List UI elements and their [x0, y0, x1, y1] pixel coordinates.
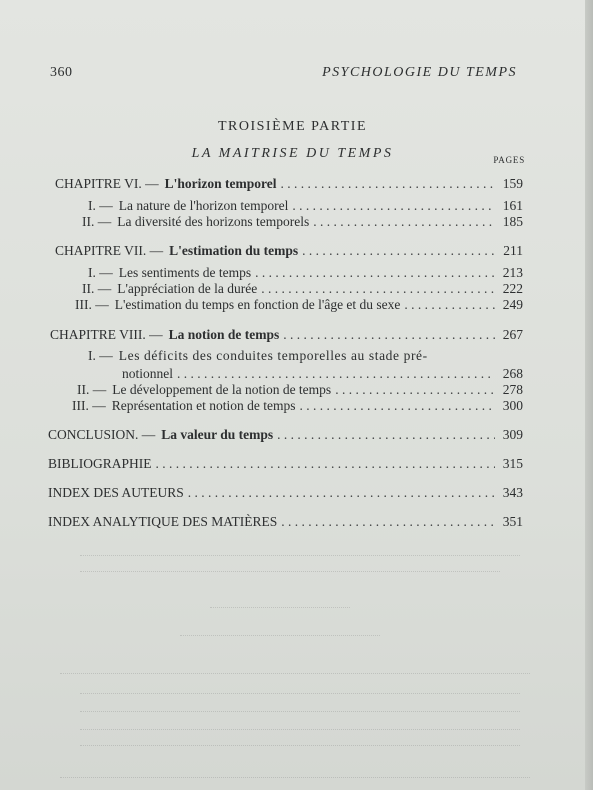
- chapter-label: CHAPITRE VIII. —: [50, 327, 163, 342]
- leader-dots: [188, 485, 495, 501]
- chapter-title: L'estimation du temps: [169, 243, 299, 258]
- chapter-label: CHAPITRE VI. —: [55, 176, 159, 191]
- toc-entry-chapter-6: [55, 176, 523, 192]
- page-ref: 351: [502, 514, 523, 529]
- section-title: Les sentiments de temps: [118, 265, 252, 280]
- index-matieres-label: INDEX ANALYTIQUE DES MATIÈRES: [48, 514, 278, 529]
- toc-entry-index-matieres: [48, 514, 523, 530]
- toc-entry-index-auteurs: [48, 485, 523, 501]
- section-title-continued: notionnel: [122, 366, 173, 381]
- bibliographie-label: BIBLIOGRAPHIE: [48, 456, 152, 471]
- page-ref: 213: [502, 265, 523, 280]
- chapter-title: L'horizon temporel: [164, 176, 277, 191]
- part-title: TROISIÈME PARTIE: [217, 119, 368, 134]
- page-ref: 268: [502, 366, 523, 381]
- toc-entry-section: [88, 198, 523, 214]
- section-label: III. —: [75, 297, 109, 312]
- toc-entry-chapter-7: [55, 243, 523, 259]
- toc-entry-section-line2: [122, 366, 523, 382]
- page-ref: 222: [502, 281, 523, 296]
- page-ref: 159: [502, 176, 523, 191]
- leader-dots: [261, 281, 495, 297]
- section-title: L'estimation du temps en fonction de l'âge et du sexe: [114, 297, 401, 312]
- leader-dots: [283, 327, 495, 343]
- leader-dots: [404, 297, 495, 313]
- bleed-through-texture: [60, 555, 540, 785]
- section-label: I. —: [88, 265, 113, 280]
- section-label: III. —: [72, 398, 106, 413]
- page-ref: 185: [502, 214, 523, 229]
- section-label: II. —: [82, 281, 112, 296]
- section-title: La nature de l'horizon temporel: [118, 198, 289, 213]
- toc-entry-section-line1: [88, 348, 523, 364]
- section-label: I. —: [88, 348, 113, 363]
- chapter-label: CHAPITRE VII. —: [55, 243, 164, 258]
- section-label: II. —: [82, 214, 112, 229]
- running-title: PSYCHOLOGIE DU TEMPS: [322, 65, 517, 80]
- toc-entry-section: [77, 382, 523, 398]
- toc-entry-conclusion: [48, 427, 523, 443]
- page-ref: 300: [502, 398, 523, 413]
- leader-dots: [281, 176, 495, 192]
- page-ref: 278: [502, 382, 523, 397]
- toc-entry-section: [75, 297, 523, 313]
- toc-entry-chapter-8: [50, 327, 523, 343]
- index-auteurs-label: INDEX DES AUTEURS: [48, 485, 184, 500]
- conclusion-label: CONCLUSION. —: [48, 427, 156, 442]
- leader-dots: [292, 198, 495, 214]
- leader-dots: [177, 366, 495, 382]
- section-label: I. —: [88, 198, 113, 213]
- toc-entry-section: [82, 214, 523, 230]
- leader-dots: [299, 398, 495, 414]
- leader-dots: [255, 265, 495, 281]
- toc-entry-section: [88, 265, 523, 281]
- leader-dots: [277, 427, 495, 443]
- leader-dots: [156, 456, 496, 472]
- section-title: La diversité des horizons temporels: [117, 214, 310, 229]
- page-ref: 211: [503, 243, 523, 258]
- page-ref: 309: [502, 427, 523, 442]
- chapter-title: La notion de temps: [168, 327, 280, 342]
- page-ref: 249: [502, 297, 523, 312]
- leader-dots: [281, 514, 495, 530]
- section-title: Le développement de la notion de temps: [112, 382, 332, 397]
- conclusion-title: La valeur du temps: [161, 427, 274, 442]
- leader-dots: [302, 243, 495, 259]
- toc-entry-section: [82, 281, 523, 297]
- page-edge: [585, 0, 593, 790]
- toc-entry-section: [72, 398, 523, 414]
- page-ref: 315: [502, 456, 523, 471]
- page-ref: 267: [502, 327, 523, 342]
- pages-column-label: PAGES: [493, 155, 525, 165]
- section-title: Les déficits des conduites temporelles au stade pré-: [118, 348, 428, 363]
- section-title: Représentation et notion de temps: [111, 398, 296, 413]
- leader-dots: [313, 214, 495, 230]
- page-ref: 161: [502, 198, 523, 213]
- section-label: II. —: [77, 382, 107, 397]
- page-number: 360: [50, 65, 73, 80]
- section-title: L'appréciation de la durée: [117, 281, 258, 296]
- toc-entry-bibliographie: [48, 456, 523, 472]
- part-subtitle: LA MAITRISE DU TEMPS: [191, 146, 394, 161]
- leader-dots: [335, 382, 495, 398]
- page-ref: 343: [502, 485, 523, 500]
